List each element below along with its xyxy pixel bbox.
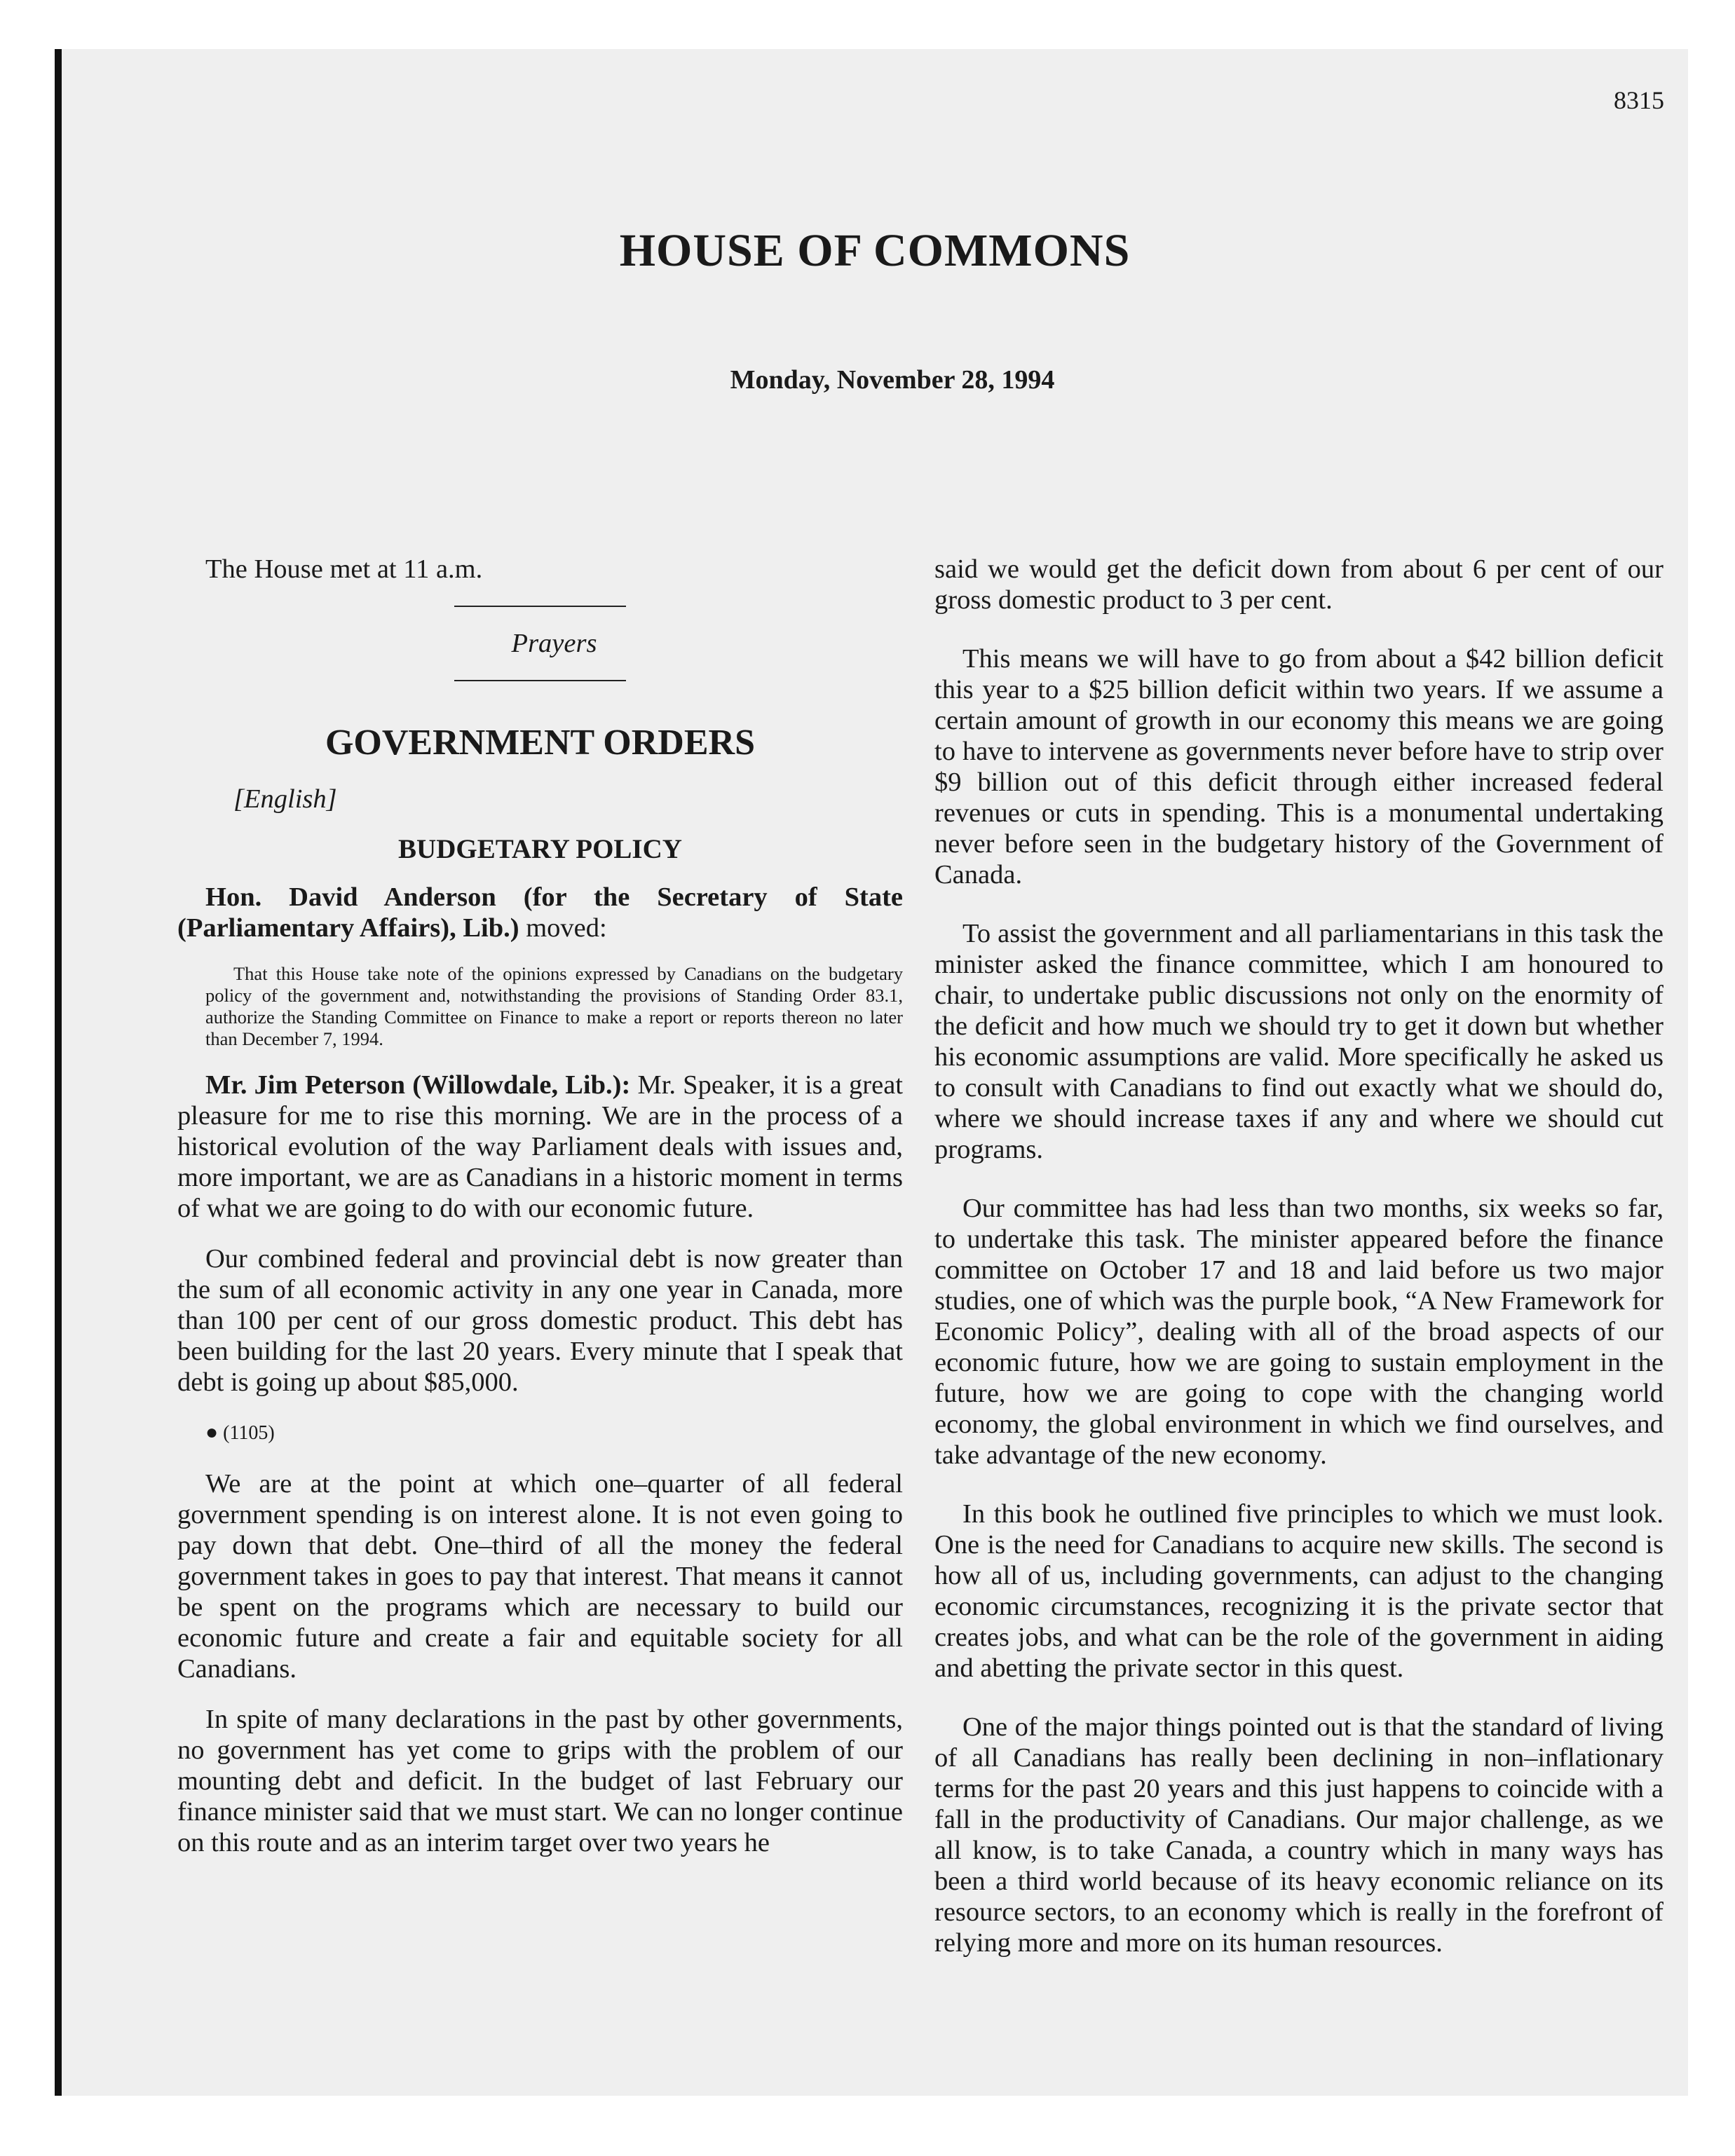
right-column [934,554,1663,1986]
speech-paragraph: Our combined federal and provincial debt is now greater than the sum of all economic activity in any one year in Canada, more than 100 per cent of our gross domestic product. This debt has been building for the last 20 years. Every minute that I speak that debt is going up about $85,000. [177,1244,903,1397]
speech-text: Mr. Speaker, it is a great pleasure for me to rise this morning. We are in the process of a historical evolution of the way Parliament deals with issues and, more important, we are as Canadians in a historic moment in terms of what we are going to do with our economic future. [177,1070,903,1223]
sitting-date: Monday, November 28, 1994 [730,365,1055,395]
bullet-icon: ● [205,1421,219,1444]
language-note: [English] [233,784,337,814]
divider-rule [454,680,626,681]
motion-text: That this House take note of the opinions expressed by Canadians on the budgetary policy of the government and, notwithstanding the provisions of Standing Order 83.1, authorize the Standing Committee on Finance to make a report or reports thereon no later than December 7, 1994. [205,963,903,1049]
speech-paragraph: We are at the point at which one–quarter of all federal government spending is on interest alone. It is not even going to pay down that debt. One–third of all the money the federal government takes in goes to pay that interest. That means it cannot be spent on the programs which are necessary to build our economic future and create a fair and equitable society for all Canadians. [177,1469,903,1684]
time-marker-text: (1105) [223,1422,275,1444]
opening-line: The House met at 11 a.m. [205,554,483,584]
subsection-heading: BUDGETARY POLICY [398,834,682,864]
speech-paragraph: In spite of many declarations in the past by other governments, no government has yet come to grips with the problem of our mounting debt and deficit. In the budget of last February our finance minister said that we must start. We can no longer continue on this route and as an interim target over two years he [177,1705,903,1857]
divider-rule [454,606,626,607]
section-heading: GOVERNMENT ORDERS [325,723,755,763]
speaker-name: Mr. Jim Peterson (Willowdale, Lib.): [205,1070,631,1100]
document-page [55,49,1688,2096]
speech-paragraph: said we would get the deficit down from about 6 per cent of our gross domestic product to 3 per cent. [934,554,1663,615]
speech-paragraph: In this book he outlined five principles to which we must look. One is the need for Canadians to acquire new skills. The second is how all of us, including governments, can adjust to the changing economic circumstances, recognizing it is the private sector that creates jobs, and what can be the role of the government in aiding and abetting the private sector in this quest. [934,1499,1663,1683]
speaker-name: Hon. David Anderson (for the Secretary of State (Parliamentary Affairs), Lib.) [177,882,903,943]
time-marker [177,1417,903,1449]
speech-paragraph: To assist the government and all parliamentarians in this task the minister asked the finance committee, which I am honoured to chair, to undertake public discussions not only on the enormity of the deficit and how much we should try to get it down but whether his economic assumptions are valid. More specifically he asked us to consult with Canadians to find out exactly what we should do, where we should increase taxes if any and where we should cut programs. [934,919,1663,1164]
speech-paragraph [177,1070,903,1224]
left-column [177,554,903,1878]
speech-text: moved: [519,913,607,943]
speech-paragraph: This means we will have to go from about a $42 billion deficit this year to a $25 billion deficit within two years. If we assume a certain amount of growth in our economy this means we are going to have to intervene as governments never before have to strip over $9 billion out of this deficit through either increased federal revenues or cuts in spending. This is a monumental undertaking never before seen in the budgetary history of the Government of Canada. [934,644,1663,889]
speech-paragraph: Our committee has had less than two months, six weeks so far, to undertake this task. The minister appeared before the finance committee on October 17 and 18 and laid before us two major studies, one of which was the purple book, “A New Framework for Economic Policy”, dealing with all of the broad aspects of our economic future, how we are going to sustain employment in the future, how we are going to cope with the changing world economy, the global environment in which we find ourselves, and take advantage of the new economy. [934,1194,1663,1470]
prayers-heading: Prayers [511,629,597,658]
mover-paragraph [177,882,903,943]
page-number: 8315 [1614,86,1664,114]
page-title: HOUSE OF COMMONS [619,225,1131,276]
speech-paragraph: One of the major things pointed out is that the standard of living of all Canadians has really been declining in non–inflationary terms for the past 20 years and this just happens to coincide with a fall in the productivity of Canadians. Our major challenge, as we all know, is to take Canada, a country which in many ways has been a third world because of its heavy economic reliance on its resource sectors, to an economy which is really in the forefront of relying more and more on its human resources. [934,1712,1663,1958]
